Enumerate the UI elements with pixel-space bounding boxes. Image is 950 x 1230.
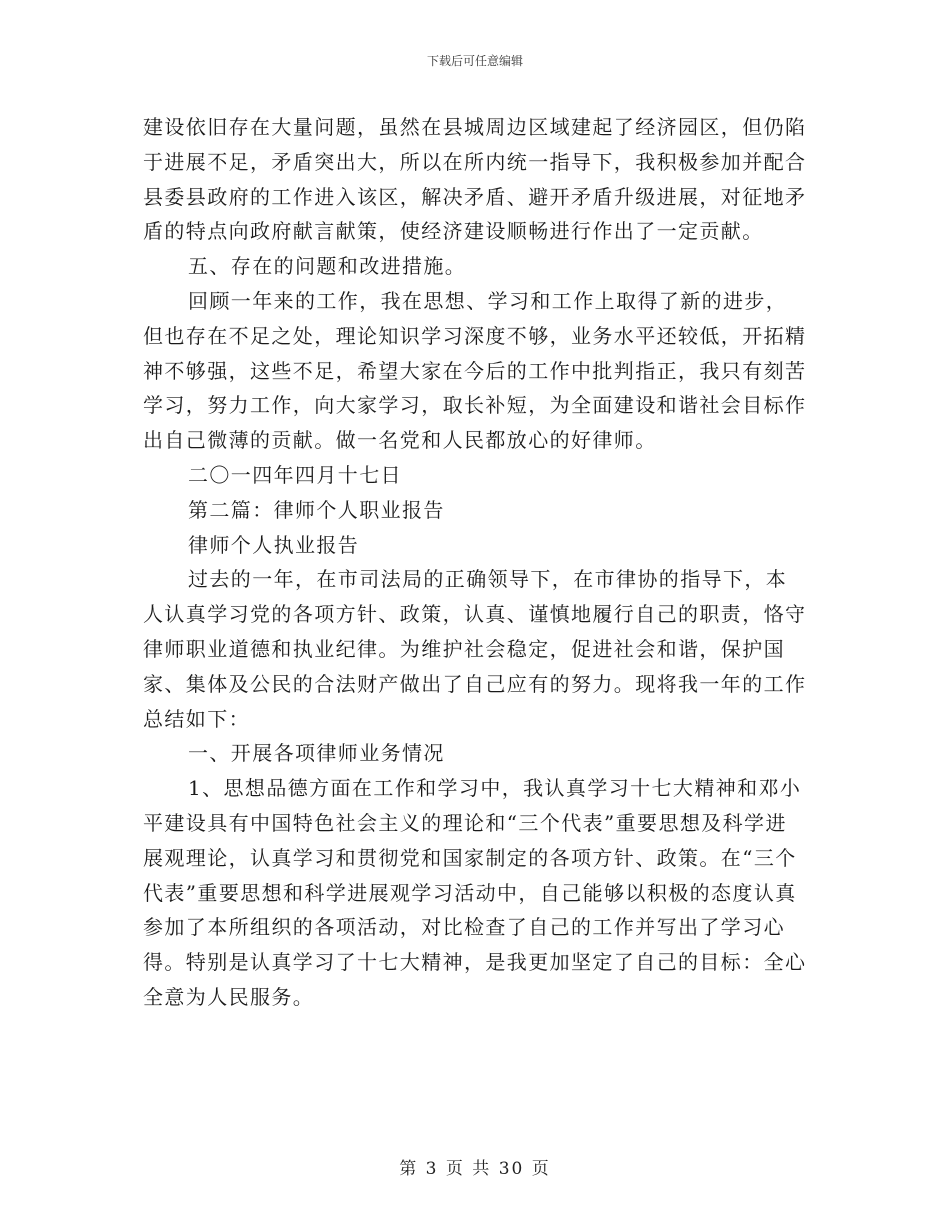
page-number-footer: 第 3 页 共 30 页 — [399, 1159, 551, 1179]
paragraph: 过去的一年，在市司法局的正确领导下，在市律协的指导下，本人认真学习党的各项方针、政策，认真、谨慎地履行自己的职责，恪守律师职业道德和执业纪律。为维护社会稳定，促进社会和谐，保护国家、集体及公民的合法财产做出了自己应有的努力。现将我一年的工作总结如下： — [143, 567, 807, 731]
paragraph: 回顾一年来的工作，我在思想、学习和工作上取得了新的进步，但也存在不足之处，理论知识学习深度不够，业务水平还较低，开拓精神不够强，这些不足，希望大家在今后的工作中批判指正，我只有刻苦学习，努力工作，向大家学习，取长补短，为全面建设和谐社会目标作出自己微薄的贡献。做一名党和人民都放心的好律师。 — [143, 288, 807, 453]
date-line: 二〇一四年四月十七日 — [188, 462, 402, 487]
document-body — [143, 110, 808, 1015]
section-heading: 一、开展各项律师业务情况 — [188, 741, 445, 766]
chapter-title: 第二篇：律师个人职业报告 — [188, 497, 445, 522]
report-title: 律师个人执业报告 — [188, 532, 360, 557]
section-heading: 五、存在的问题和改进措施。 — [188, 254, 467, 279]
paragraph: 建设依旧存在大量问题，虽然在县城周边区域建起了经济园区，但仍陷于进展不足，矛盾突出大，所以在所内统一指导下，我积极参加并配合县委县政府的工作进入该区，解决矛盾、避开矛盾升级进展，对征地矛盾的特点向政府献言献策，使经济建设顺畅进行作出了一定贡献。 — [143, 115, 807, 244]
page-header-note: 下载后可任意编辑 — [426, 54, 523, 68]
paragraph: 1、思想品德方面在工作和学习中，我认真学习十七大精神和邓小平建设具有中国特色社会主义的理论和“三个代表”重要思想及科学进展观理论，认真学习和贯彻党和国家制定的各项方针、政策。在“三个代表”重要思想和科学进展观学习活动中，自己能够以积极的态度认真参加了本所组织的各项活动，对比检查了自己的工作并写出了学习心得。特别是认真学习了十七大精神，是我更加坚定了自己的目标：全心全意为人民服务。 — [143, 776, 807, 1009]
